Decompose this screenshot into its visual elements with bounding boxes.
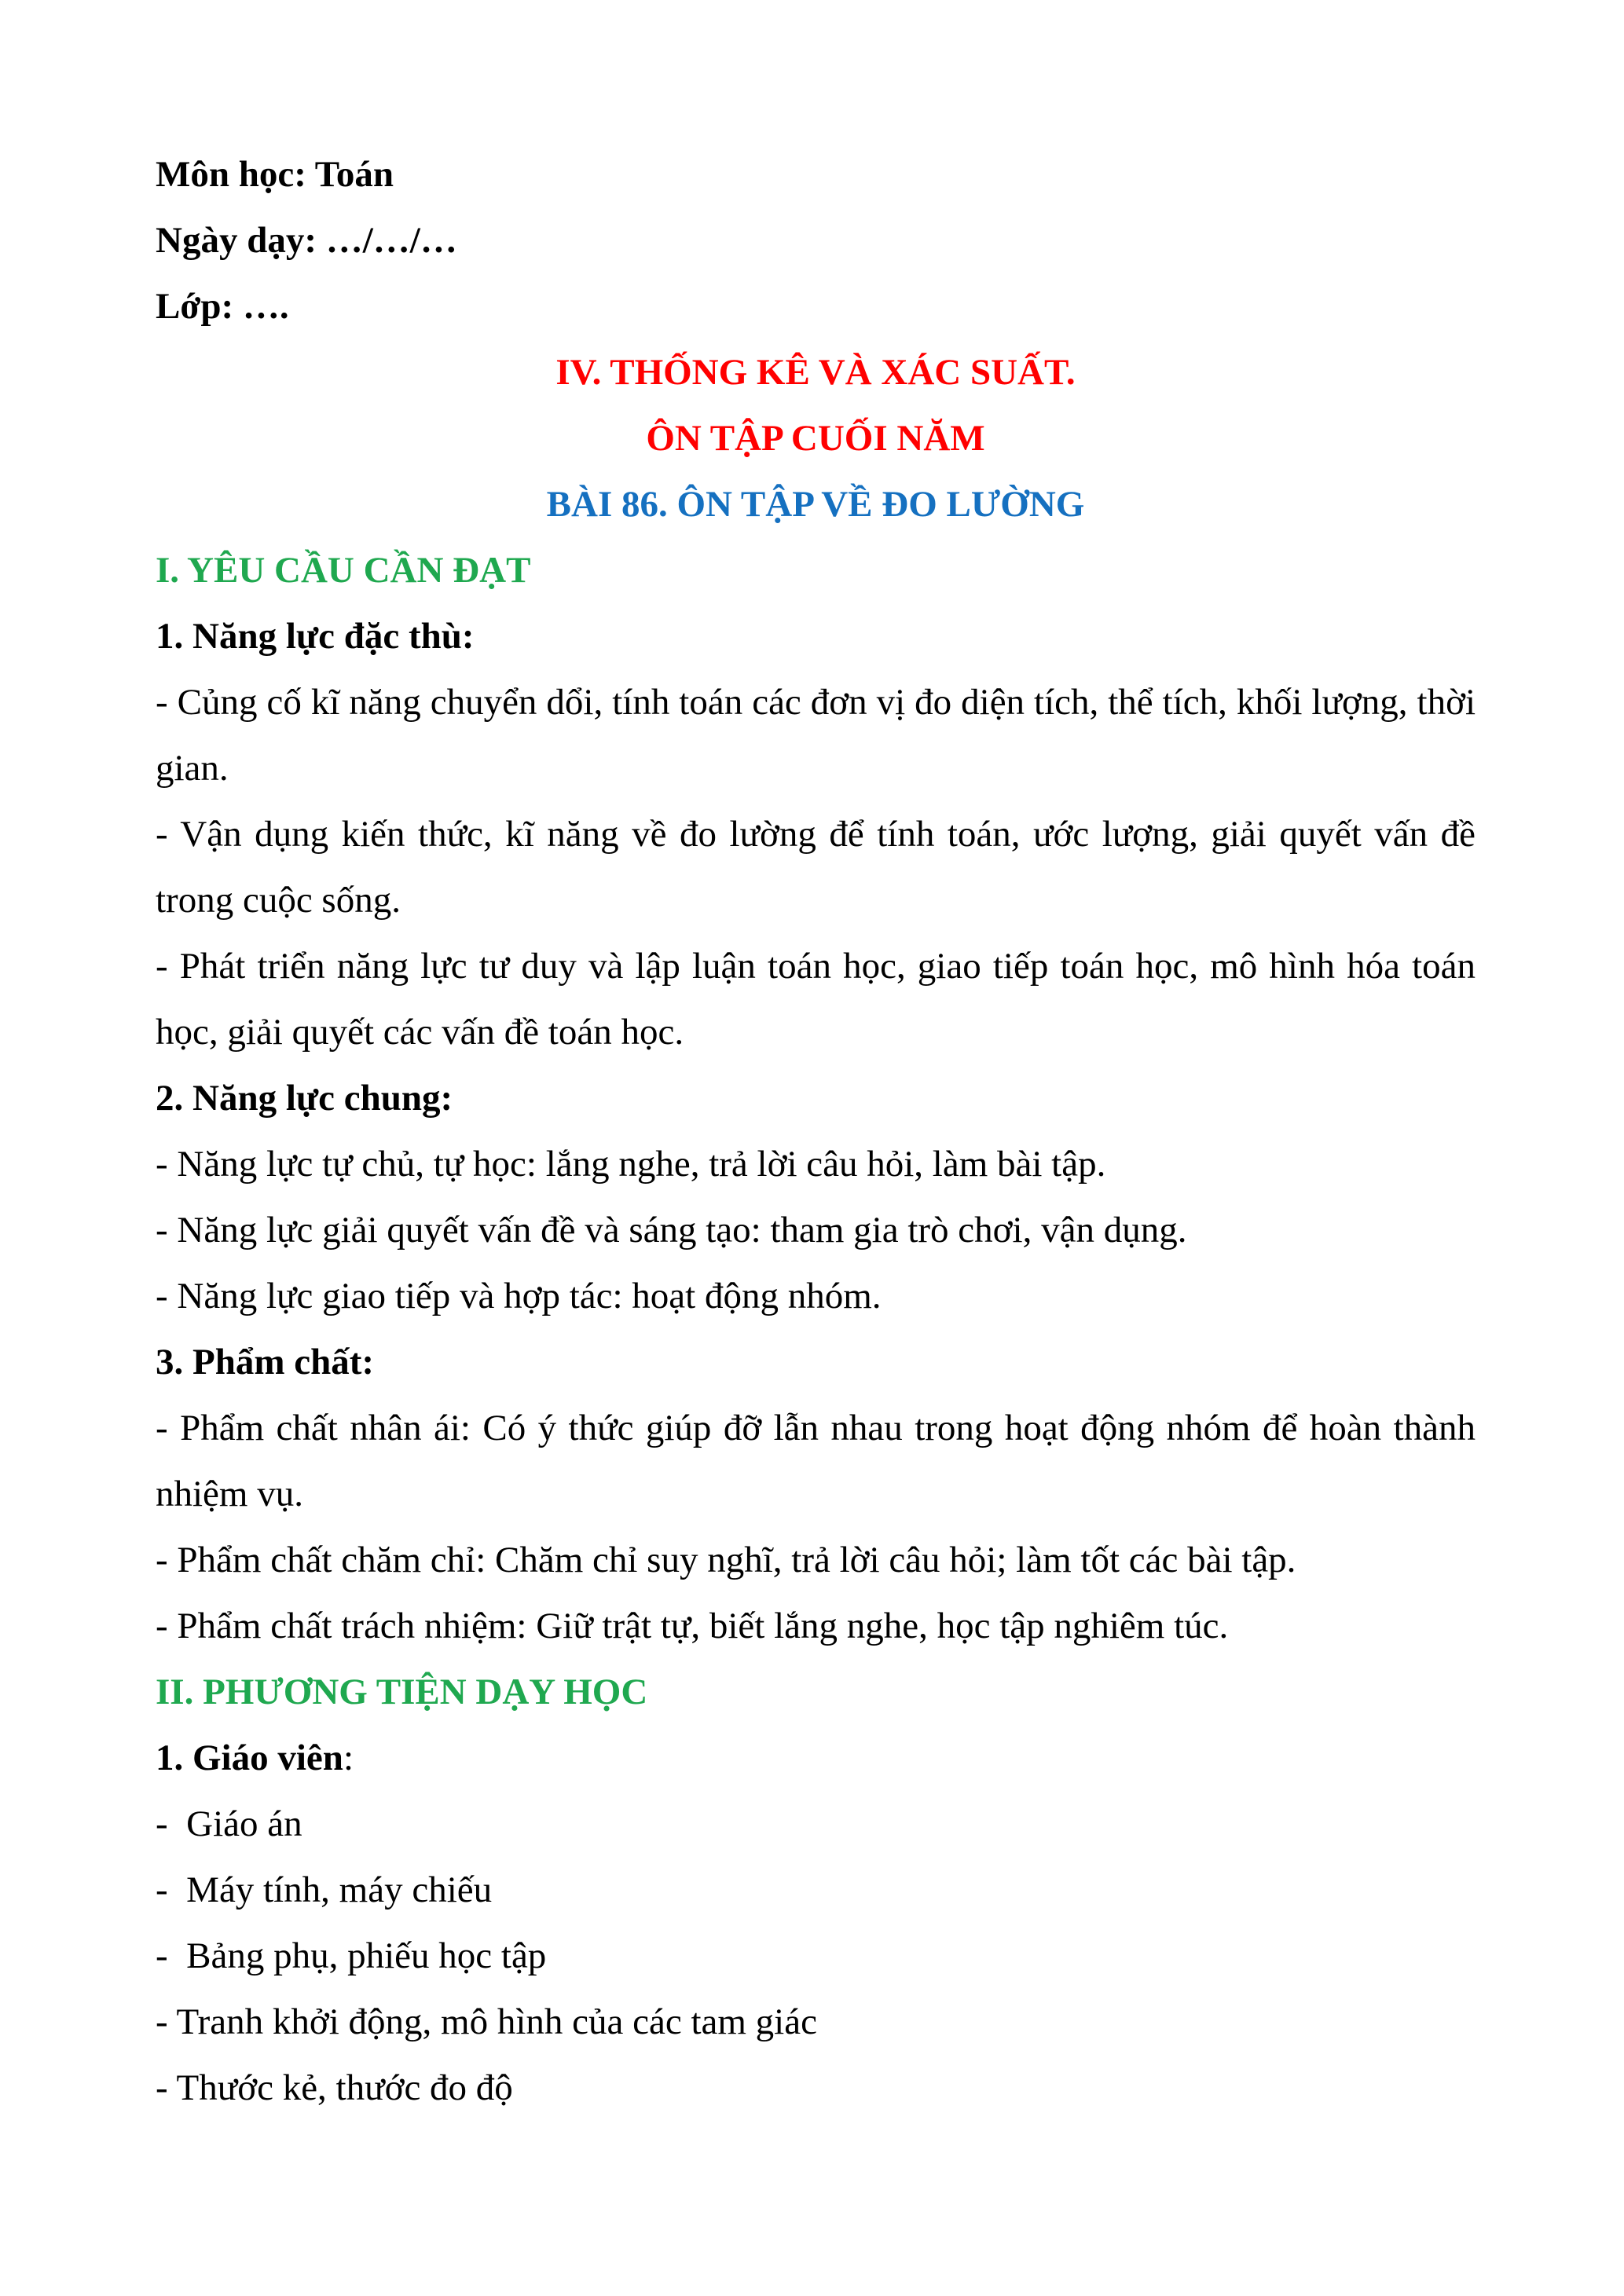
list-item: - Năng lực tự chủ, tự học: lắng nghe, trả lời câu hỏi, làm bài tập. <box>156 1144 1106 1185</box>
section1-sub1-heading: 1. Năng lực đặc thù: <box>156 616 475 657</box>
list-item: - Tranh khởi động, mô hình của các tam giác <box>156 2001 817 2042</box>
section1-sub3-heading: 3. Phẩm chất: <box>156 1342 375 1382</box>
subject-line: Môn học: Toán <box>156 154 394 195</box>
chapter-title: IV. THỐNG KÊ VÀ XÁC SUẤT. <box>555 352 1076 393</box>
list-item: - Phẩm chất trách nhiệm: Giữ trật tự, biết lắng nghe, học tập nghiêm túc. <box>156 1606 1229 1646</box>
list-item: - Giáo án <box>156 1803 302 1844</box>
lesson-title: BÀI 86. ÔN TẬP VỀ ĐO LƯỜNG <box>546 484 1085 525</box>
class-line: Lớp: …. <box>156 286 289 327</box>
list-item: - Máy tính, máy chiếu <box>156 1869 493 1910</box>
list-item: - Thước kẻ, thước đo độ <box>156 2067 513 2108</box>
list-item: - Năng lực giao tiếp và hợp tác: hoạt động nhóm. <box>156 1276 882 1316</box>
list-item: - Phẩm chất chăm chỉ: Chăm chỉ suy nghĩ, trả lời câu hỏi; làm tốt các bài tập. <box>156 1540 1296 1580</box>
list-item: - Năng lực giải quyết vấn đề và sáng tạo: tham gia trò chơi, vận dụng. <box>156 1210 1187 1251</box>
document-page <box>156 141 1476 2121</box>
list-item: - Bảng phụ, phiếu học tập <box>156 1935 547 1976</box>
list-item: - Phát triển năng lực tư duy và lập luận toán học, giao tiếp toán học, mô hình hóa toán học, giải quyết các vấn đề toán học. <box>156 946 1476 1053</box>
section2-heading: II. PHƯƠNG TIỆN DẠY HỌC <box>156 1672 648 1712</box>
list-item: - Phẩm chất nhân ái: Có ý thức giúp đỡ lẫn nhau trong hoạt động nhóm để hoàn thành nhiệm vụ. <box>156 1408 1476 1514</box>
section1-sub2-heading: 2. Năng lực chung: <box>156 1078 453 1119</box>
section1-heading: I. YÊU CẦU CẦN ĐẠT <box>156 550 531 591</box>
section2-sub1-heading-colon: : <box>343 1738 354 1778</box>
list-item: - Vận dụng kiến thức, kĩ năng về đo lường để tính toán, ước lượng, giải quyết vấn đề trong cuộc sống. <box>156 814 1476 921</box>
section2-sub1-heading <box>156 1725 1476 1791</box>
list-item: - Củng cố kĩ năng chuyển dổi, tính toán các đơn vị đo diện tích, thể tích, khối lượng, thời gian. <box>156 682 1476 789</box>
date-line: Ngày dạy: …/…/… <box>156 220 457 261</box>
section2-sub1-heading-bold: 1. Giáo viên <box>156 1738 343 1778</box>
review-title: ÔN TẬP CUỐI NĂM <box>646 418 985 459</box>
